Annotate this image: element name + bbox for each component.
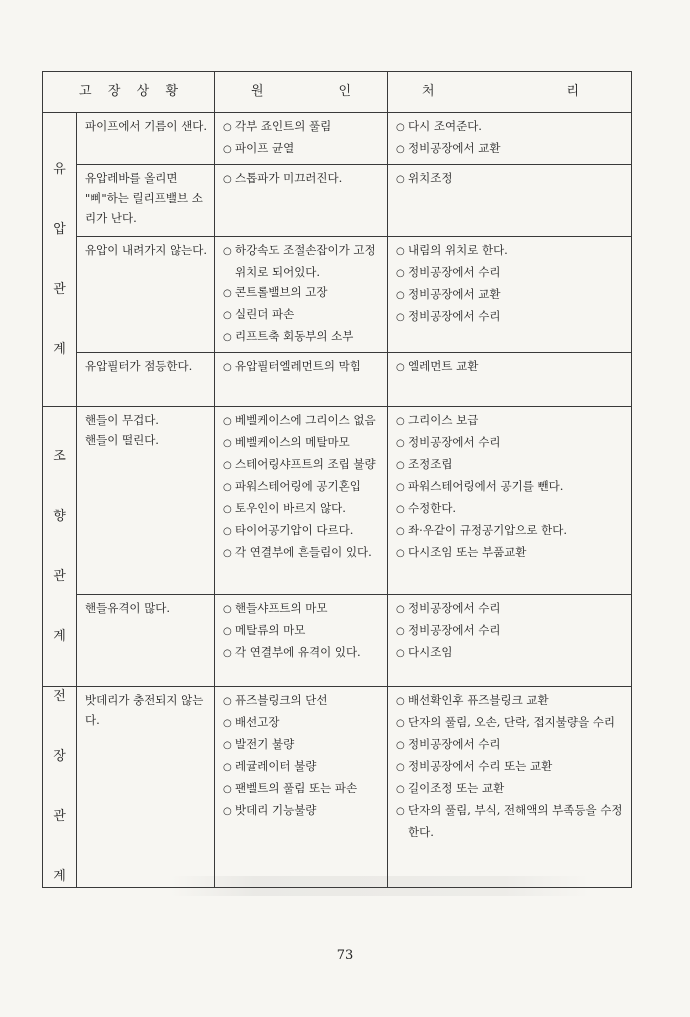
table-header-row xyxy=(43,72,632,113)
fix-item: ○ 정비공장에서 수리 xyxy=(396,262,625,284)
cause-item: ○ 실린더 파손 xyxy=(223,304,381,326)
page-number: 73 xyxy=(336,948,354,963)
cause-item: ○ 파워스테어링에 공기혼입 xyxy=(223,476,381,498)
header-symptom: 고 장 상 황 xyxy=(43,72,215,113)
header-cause: 원 인 xyxy=(215,72,388,113)
cause-cell xyxy=(215,407,388,595)
cause-cell xyxy=(215,595,388,687)
table-row xyxy=(43,165,632,237)
cause-cell xyxy=(215,353,388,407)
symptom-cell: 파이프에서 기름이 샌다. xyxy=(77,113,215,165)
fix-item: ○ 단자의 풀림, 오손, 단락, 접지불량을 수리 xyxy=(396,712,625,734)
table-row xyxy=(43,353,632,407)
fix-item: ○ 길이조정 또는 교환 xyxy=(396,778,625,800)
fix-cell xyxy=(388,407,632,595)
table-row xyxy=(43,113,632,165)
table-row xyxy=(43,237,632,353)
cause-item: ○ 퓨즈블링크의 단선 xyxy=(223,690,381,712)
fix-item: ○ 위치조정 xyxy=(396,168,625,190)
table-row xyxy=(43,687,632,888)
cause-item: ○ 베벨케이스의 메탈마모 xyxy=(223,432,381,454)
cause-item: ○ 각 연결부에 유격이 있다. xyxy=(223,642,381,664)
fix-item: ○ 정비공장에서 교환 xyxy=(396,284,625,306)
cause-item: ○ 하강속도 조절손잡이가 고정위치로 되어있다. xyxy=(223,240,381,282)
fix-item: ○ 다시 조여준다. xyxy=(396,116,625,138)
cause-item: ○ 메탈류의 마모 xyxy=(223,620,381,642)
cause-item: ○ 스톱파가 미끄러진다. xyxy=(223,168,381,190)
cause-item: ○ 밧데리 기능불량 xyxy=(223,800,381,822)
fix-item: ○ 파워스테어링에서 공기를 뺀다. xyxy=(396,476,625,498)
symptom-cell: 유압레바를 올리면 "삐"하는 릴리프밸브 소리가 난다. xyxy=(77,165,215,237)
symptom-cell: 핸들유격이 많다. xyxy=(77,595,215,687)
cause-item: ○ 콘트롤밸브의 고장 xyxy=(223,282,381,304)
symptom-cell: 유압필터가 점등한다. xyxy=(77,353,215,407)
fix-cell xyxy=(388,237,632,353)
cause-item: ○ 레귤레이터 불량 xyxy=(223,756,381,778)
fix-cell xyxy=(388,353,632,407)
cause-item: ○ 파이프 균열 xyxy=(223,138,381,160)
fix-item: ○ 정비공장에서 수리 xyxy=(396,598,625,620)
symptom-cell: 유압이 내려가지 않는다. xyxy=(77,237,215,353)
fix-item: ○ 다시조임 또는 부품교환 xyxy=(396,542,625,564)
fix-item: ○ 정비공장에서 수리 xyxy=(396,734,625,756)
fix-item: ○ 수정한다. xyxy=(396,498,625,520)
cause-cell xyxy=(215,113,388,165)
fix-item: ○ 배선확인후 퓨즈블링크 교환 xyxy=(396,690,625,712)
cause-cell xyxy=(215,237,388,353)
cause-item: ○ 팬벨트의 풀림 또는 파손 xyxy=(223,778,381,800)
cause-item: ○ 핸들샤프트의 마모 xyxy=(223,598,381,620)
fix-item: ○ 내림의 위치로 한다. xyxy=(396,240,625,262)
table-row xyxy=(43,407,632,595)
cause-item: ○ 발전기 불량 xyxy=(223,734,381,756)
fix-cell xyxy=(388,113,632,165)
scan-smudge xyxy=(170,876,590,896)
fix-item: ○ 정비공장에서 교환 xyxy=(396,138,625,160)
cause-item: ○ 타이어공기압이 다르다. xyxy=(223,520,381,542)
cause-item: ○ 배선고장 xyxy=(223,712,381,734)
cause-item: ○ 각부 죠인트의 풀림 xyxy=(223,116,381,138)
cause-item: ○ 유압필터엘레먼트의 막힘 xyxy=(223,356,381,378)
fix-item: ○ 정비공장에서 수리 xyxy=(396,432,625,454)
fix-item: ○ 다시조임 xyxy=(396,642,625,664)
cause-item: ○ 스테어링샤프트의 조립 불량 xyxy=(223,454,381,476)
cause-item: ○ 리프트축 회동부의 소부 xyxy=(223,326,381,348)
table-row xyxy=(43,595,632,687)
fix-cell xyxy=(388,687,632,888)
category-cell: 유 압 관 계 xyxy=(43,113,77,407)
fix-item: ○ 좌·우같이 규정공기압으로 한다. xyxy=(396,520,625,542)
fix-item: ○ 그리이스 보급 xyxy=(396,410,625,432)
cause-item: ○ 토우인이 바르지 않다. xyxy=(223,498,381,520)
fix-item: ○ 정비공장에서 수리 또는 교환 xyxy=(396,756,625,778)
fix-cell xyxy=(388,595,632,687)
cause-cell xyxy=(215,687,388,888)
symptom-cell: 핸들이 무겁다. 핸들이 떨린다. xyxy=(77,407,215,595)
fix-cell xyxy=(388,165,632,237)
troubleshooting-table xyxy=(42,71,632,888)
header-fix: 처 리 xyxy=(388,72,632,113)
fix-item: ○ 정비공장에서 수리 xyxy=(396,306,625,328)
cause-item: ○ 베벨케이스에 그리이스 없음 xyxy=(223,410,381,432)
fix-item: ○ 단자의 풀림, 부식, 전해액의 부족등을 수정한다. xyxy=(396,800,625,842)
fix-item: ○ 조정조립 xyxy=(396,454,625,476)
fix-item: ○ 엘레먼트 교환 xyxy=(396,356,625,378)
category-cell: 조 향 관 계 xyxy=(43,407,77,687)
symptom-cell: 밧데리가 충전되지 않는다. xyxy=(77,687,215,888)
fix-item: ○ 정비공장에서 수리 xyxy=(396,620,625,642)
cause-cell xyxy=(215,165,388,237)
cause-item: ○ 각 연결부에 흔들림이 있다. xyxy=(223,542,381,564)
category-cell: 전 장 관 계 xyxy=(43,687,77,888)
